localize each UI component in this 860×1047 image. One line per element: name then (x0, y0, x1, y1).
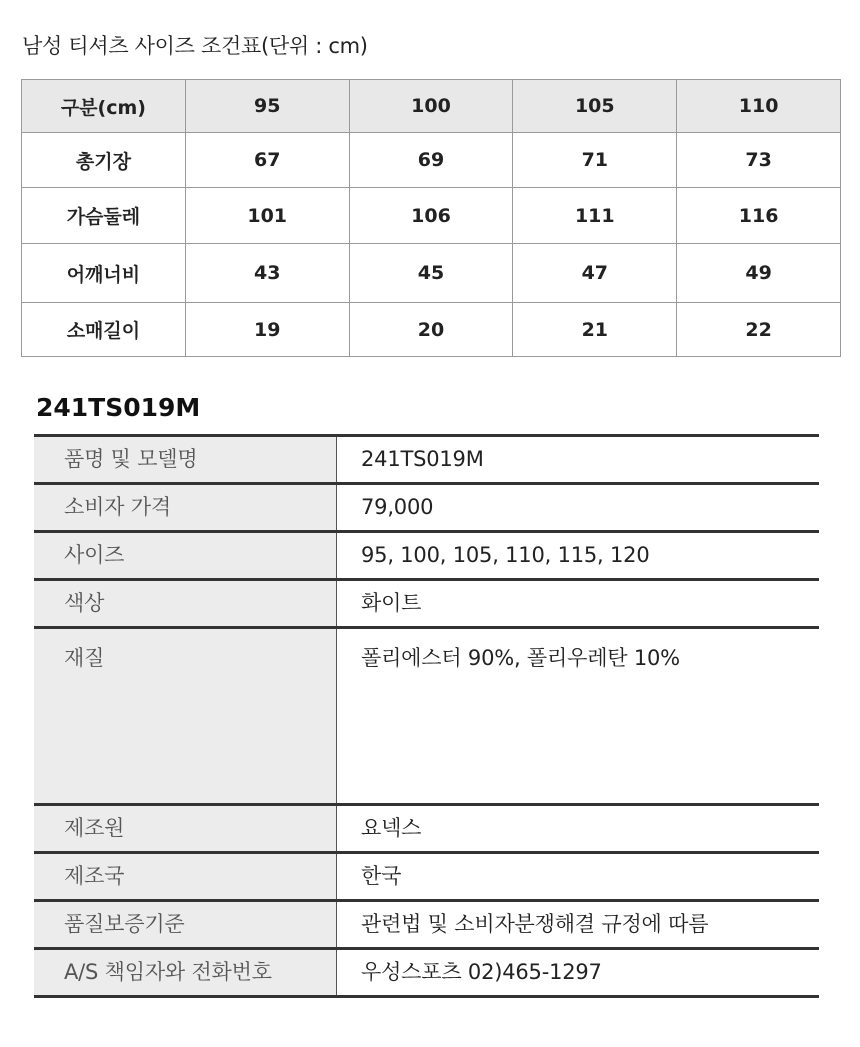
spec-label: 제조국 (34, 853, 337, 901)
spec-value: 79,000 (337, 484, 820, 532)
size-chart-table (21, 79, 841, 357)
spec-row (34, 853, 819, 901)
size-chart-row-label: 어깨너비 (22, 244, 186, 303)
spec-label: 품명 및 모델명 (34, 436, 337, 484)
size-chart-cell: 69 (349, 133, 513, 188)
size-chart-cell: 111 (513, 188, 677, 244)
product-spec-table (34, 434, 819, 998)
spec-label: 제조원 (34, 805, 337, 853)
spec-label: 재질 (34, 628, 337, 805)
spec-value: 관련법 및 소비자분쟁해결 규정에 따름 (337, 901, 820, 949)
size-chart-header-cell: 110 (677, 80, 841, 133)
size-chart-cell: 43 (185, 244, 349, 303)
size-chart-row (22, 244, 841, 303)
size-chart-cell: 106 (349, 188, 513, 244)
size-chart-cell: 101 (185, 188, 349, 244)
size-chart-cell: 116 (677, 188, 841, 244)
size-chart-header-cell: 95 (185, 80, 349, 133)
spec-row (34, 628, 819, 805)
product-code-heading: 241TS019M (36, 393, 201, 422)
size-chart-row (22, 188, 841, 244)
size-chart-row (22, 133, 841, 188)
size-chart-cell: 19 (185, 303, 349, 357)
spec-value: 화이트 (337, 580, 820, 628)
size-chart-row-label: 총기장 (22, 133, 186, 188)
size-chart-cell: 21 (513, 303, 677, 357)
spec-value: 241TS019M (337, 436, 820, 484)
size-chart-cell: 47 (513, 244, 677, 303)
spec-label: A/S 책임자와 전화번호 (34, 949, 337, 997)
spec-row (34, 532, 819, 580)
spec-row (34, 901, 819, 949)
size-chart-header-cell: 100 (349, 80, 513, 133)
spec-row (34, 484, 819, 532)
spec-value: 폴리에스터 90%, 폴리우레탄 10% (337, 628, 820, 805)
spec-value: 한국 (337, 853, 820, 901)
size-chart-cell: 22 (677, 303, 841, 357)
size-chart-cell: 71 (513, 133, 677, 188)
spec-value: 요넥스 (337, 805, 820, 853)
spec-row (34, 580, 819, 628)
spec-value: 우성스포츠 02)465-1297 (337, 949, 820, 997)
size-chart-cell: 45 (349, 244, 513, 303)
spec-value: 95, 100, 105, 110, 115, 120 (337, 532, 820, 580)
size-chart-header-cell: 105 (513, 80, 677, 133)
size-chart-row-label: 소매길이 (22, 303, 186, 357)
size-chart-row-label: 가슴둘레 (22, 188, 186, 244)
size-chart-cell: 67 (185, 133, 349, 188)
size-chart-row (22, 303, 841, 357)
size-chart-header-cell: 구분(cm) (22, 80, 186, 133)
spec-row (34, 436, 819, 484)
spec-row (34, 949, 819, 997)
size-chart-cell: 49 (677, 244, 841, 303)
size-chart-cell: 20 (349, 303, 513, 357)
spec-label: 색상 (34, 580, 337, 628)
size-chart-header-row (22, 80, 841, 133)
size-chart-cell: 73 (677, 133, 841, 188)
spec-label: 품질보증기준 (34, 901, 337, 949)
spec-row (34, 805, 819, 853)
spec-label: 소비자 가격 (34, 484, 337, 532)
size-chart-title: 남성 티셔츠 사이즈 조건표(단위 : cm) (22, 34, 368, 58)
spec-label: 사이즈 (34, 532, 337, 580)
